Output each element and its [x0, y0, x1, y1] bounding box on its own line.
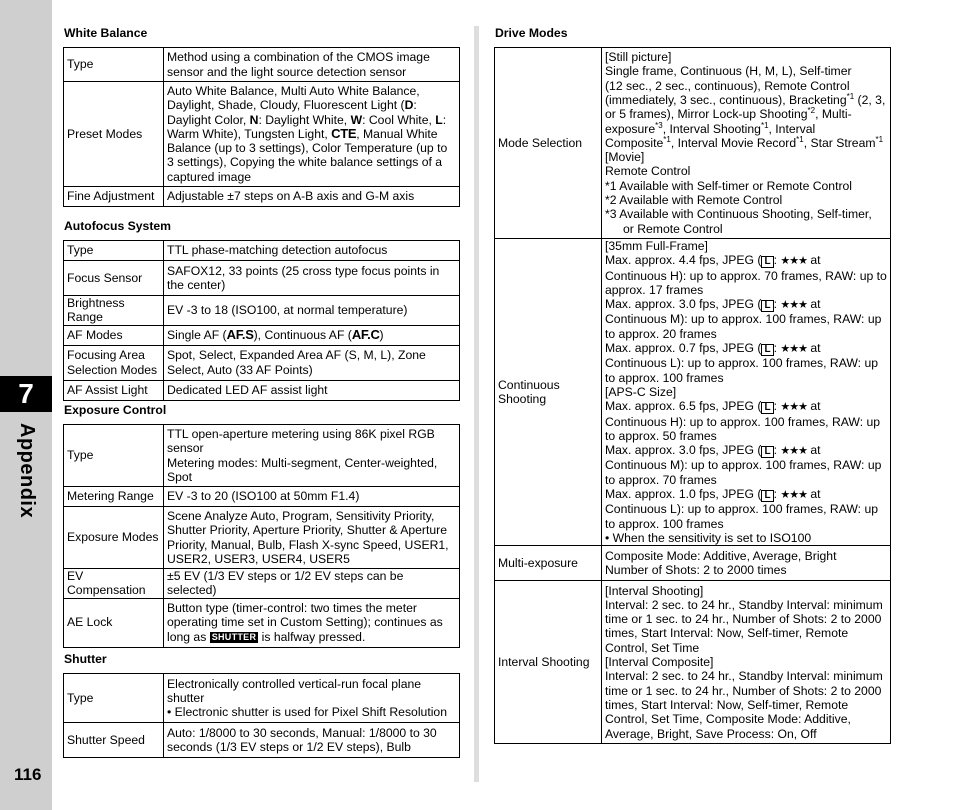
label-line: Continuous	[498, 377, 560, 392]
value-line: [35mm Full-Frame]	[605, 239, 708, 253]
value-line: (12 sec., 2 sec., continuous), Remote Control	[605, 78, 850, 93]
row-value	[164, 598, 460, 647]
value-line	[605, 297, 887, 312]
row-label: Interval Shooting	[495, 581, 602, 744]
table-row	[64, 380, 460, 400]
value-line: Composite Mode: Additive, Average, Bright	[605, 548, 837, 563]
row-value	[164, 425, 460, 487]
value-line: Continuous M): up to approx. 100 frames, RAW: up	[605, 312, 882, 327]
text-fragment: : Cool White,	[362, 112, 436, 127]
value-line	[167, 630, 456, 644]
text-fragment: Single AF (	[167, 327, 227, 342]
value-line: Metering modes: Multi-segment, Center-weighted,	[167, 455, 438, 470]
value-line: [APS-C Size]	[605, 384, 677, 399]
chapter-number: 7	[0, 376, 52, 412]
shutter-table	[63, 673, 460, 758]
table-row	[64, 296, 460, 326]
row-value	[602, 546, 891, 581]
row-label	[64, 345, 164, 380]
footnote-mark: *1	[846, 91, 855, 101]
value-line: Auto White Balance, Multi Auto White Balance,	[167, 83, 420, 98]
text-fragment: long as	[167, 629, 210, 644]
row-value	[164, 48, 460, 82]
autofocus-table	[63, 240, 460, 401]
value-line	[605, 253, 887, 268]
text-fragment: Max. approx. 6.5 fps, JPEG (	[605, 399, 762, 414]
text-fragment: D	[404, 98, 414, 113]
table-row	[64, 48, 460, 82]
value-line: USER2, USER3, USER4, USER5	[167, 551, 350, 566]
large-size-icon: L	[761, 402, 773, 414]
text-fragment: (2, 3,	[854, 92, 886, 107]
text-fragment: :	[773, 341, 777, 356]
value-line	[605, 487, 887, 502]
text-fragment: Max. approx. 1.0 fps, JPEG (	[605, 487, 762, 502]
row-label: Fine Adjustment	[64, 187, 164, 207]
footnote-line: *1 Available with Self-timer or Remote Control	[605, 178, 853, 193]
quality-stars-icon: ★★★	[780, 445, 807, 458]
row-label: AF Modes	[64, 325, 164, 345]
row-label: Metering Range	[64, 487, 164, 507]
table-row	[64, 487, 460, 507]
value-line: [Movie]	[605, 150, 645, 165]
text-fragment: :	[773, 487, 777, 502]
value-line: captured image	[167, 169, 252, 184]
section-title-autofocus: Autofocus System	[64, 219, 171, 233]
cte-icon: CTE	[331, 125, 357, 141]
value-line: Average, Bright, Save Process: On, Off	[605, 726, 817, 741]
row-label: Type	[64, 48, 164, 82]
section-title-exposure: Exposure Control	[64, 403, 167, 417]
text-fragment: or 5 frames), Mirror Lock-up Shooting	[605, 107, 808, 122]
value-line: to approx. 100 frames	[605, 370, 724, 385]
table-row	[495, 581, 891, 744]
text-fragment: Max. approx. 3.0 fps, JPEG (	[605, 443, 762, 458]
value-line: • Electronic shutter is used for Pixel Shift Resolution	[167, 705, 447, 720]
row-label: Multi-exposure	[495, 546, 602, 581]
table-row	[64, 187, 460, 207]
value-line: approx. 17 frames	[605, 282, 704, 297]
table-row	[64, 723, 460, 758]
quality-stars-icon: ★★★	[780, 255, 807, 268]
value-line: Shutter Priority, Aperture Priority, Shutter & Aperture	[167, 523, 447, 538]
text-fragment: , Multi-	[815, 107, 852, 122]
text-fragment: at	[806, 297, 821, 312]
drive-modes-table	[494, 47, 891, 744]
footnote-mark: *2	[807, 106, 816, 116]
chapter-label: Appendix	[16, 423, 38, 519]
value-line: Electronically controlled vertical-run focal plane	[167, 676, 422, 691]
row-label: Type	[64, 425, 164, 487]
value-line: Interval: 2 sec. to 24 hr., Standby Interval: minimum	[605, 597, 883, 612]
quality-stars-icon: ★★★	[780, 299, 807, 312]
row-value	[164, 325, 460, 345]
value-line: [Interval Shooting]	[605, 583, 704, 598]
row-value	[602, 48, 891, 239]
value-line: [Still picture]	[605, 50, 672, 65]
value-line: time or 1 sec. to 24 hr., Number of Shots: 2 to 2000	[605, 612, 882, 627]
value-line: Spot, Select, Expanded Area AF (S, M, L), Zone	[167, 348, 426, 363]
text-fragment: , Interval Shooting	[662, 121, 761, 136]
value-line: to approx. 100 frames	[605, 516, 724, 531]
value-line	[605, 122, 887, 136]
value-line: to approx. 50 frames	[605, 428, 717, 443]
value-line: to approx. 20 frames	[605, 326, 717, 341]
value-line: TTL open-aperture metering using 86K pixel RGB	[167, 426, 435, 441]
page-number: 116	[14, 765, 42, 784]
row-label	[495, 239, 602, 546]
row-value	[164, 345, 460, 380]
footnote-line: *3 Available with Continuous Shooting, Self-timer,	[605, 207, 872, 222]
text-fragment: Daylight Color,	[167, 112, 250, 127]
value-line: Number of Shots: 2 to 2000 times	[605, 563, 787, 578]
text-fragment: Max. approx. 3.0 fps, JPEG (	[605, 297, 762, 312]
value-line: Spot	[167, 469, 193, 484]
row-label: EV Compensation	[64, 569, 164, 599]
value-line: Control, Set Time	[605, 640, 700, 655]
value-line	[605, 443, 887, 458]
text-fragment: W	[350, 112, 363, 127]
text-fragment: :	[413, 98, 417, 113]
text-fragment: :	[773, 399, 777, 414]
value-line: Interval: 2 sec. to 24 hr., Standby Interval: minimum	[605, 669, 883, 684]
table-row	[64, 507, 460, 569]
text-fragment: (immediately, 3 sec., continuous), Bracketing	[605, 92, 847, 107]
value-line	[605, 136, 887, 150]
exposure-table	[63, 424, 460, 648]
value-line: operating time set in Custom Setting); continues as	[167, 615, 443, 630]
table-row	[64, 425, 460, 487]
table-row	[64, 241, 460, 261]
value-line: Continuous M): up to approx. 100 frames, RAW: up	[605, 458, 882, 473]
table-row	[64, 82, 460, 187]
value-line	[605, 341, 887, 356]
text-fragment: at	[806, 253, 821, 268]
value-line	[167, 113, 456, 127]
af-continuous-icon: AF.C	[351, 326, 380, 342]
row-label: Type	[64, 241, 164, 261]
row-label: Focus Sensor	[64, 261, 164, 296]
footnote-mark: *1	[663, 134, 671, 144]
row-label: Type	[64, 674, 164, 723]
value-line: seconds (1/3 EV steps or 1/2 EV steps), Bulb	[167, 740, 411, 754]
row-value: EV -3 to 18 (ISO100, at normal temperature)	[164, 296, 460, 326]
value-line: sensor	[167, 441, 204, 456]
label-line: Focusing Area	[67, 348, 145, 363]
table-row	[64, 674, 460, 723]
table-row	[495, 239, 891, 546]
quality-stars-icon: ★★★	[780, 401, 807, 414]
table-row	[64, 325, 460, 345]
value-line: shutter	[167, 690, 205, 705]
value-line	[605, 93, 887, 107]
value-line: Control, Set Time, Composite Mode: Additive,	[605, 712, 851, 727]
large-size-icon: L	[761, 256, 773, 268]
row-value	[602, 581, 891, 744]
value-line: Method using a combination of the CMOS image	[167, 50, 430, 65]
large-size-icon: L	[761, 490, 773, 502]
row-value: Dedicated LED AF assist light	[164, 380, 460, 400]
value-line: Continuous H): up to approx. 100 frames, RAW: up	[605, 414, 881, 429]
value-line: Select, Auto (33 AF Points)	[167, 362, 313, 377]
value-line: sensor and the light source detection sensor	[167, 64, 407, 79]
text-fragment: is halfway pressed.	[258, 629, 366, 644]
column-divider	[474, 26, 479, 782]
value-line: Remote Control	[605, 164, 691, 179]
large-size-icon: L	[761, 446, 773, 458]
large-size-icon: L	[761, 344, 773, 356]
value-line: the center)	[167, 278, 226, 292]
value-line: Single frame, Continuous (H, M, L), Self-timer	[605, 64, 852, 79]
value-line: [Interval Composite]	[605, 655, 714, 670]
value-line: Balance (up to 3 settings), Color Temperature (up to	[167, 141, 448, 156]
row-value	[164, 723, 460, 758]
value-line	[167, 127, 456, 141]
table-row	[64, 569, 460, 599]
table-row	[64, 345, 460, 380]
text-fragment: : Daylight White,	[258, 112, 351, 127]
text-fragment: exposure	[605, 121, 656, 136]
value-line	[167, 98, 456, 112]
text-fragment: :	[442, 112, 447, 127]
text-fragment: at	[806, 341, 821, 356]
text-fragment: :	[773, 443, 777, 458]
section-title-drive-modes: Drive Modes	[495, 26, 568, 40]
footnote-line: *2 Available with Remote Control	[605, 193, 783, 208]
row-value	[164, 261, 460, 296]
text-fragment: :	[773, 253, 777, 268]
text-fragment: Max. approx. 4.4 fps, JPEG (	[605, 253, 762, 268]
af-single-icon: AF.S	[226, 326, 254, 342]
value-line: 3 settings), Copying the white balance settings of a	[167, 155, 443, 170]
text-fragment: Composite	[605, 135, 664, 150]
label-line: Shooting	[498, 392, 547, 407]
row-value	[164, 674, 460, 723]
quality-stars-icon: ★★★	[780, 343, 807, 356]
row-value: TTL phase-matching detection autofocus	[164, 241, 460, 261]
value-line: Button type (timer-control: two times the meter	[167, 601, 417, 616]
text-fragment: ), Continuous AF (	[253, 327, 352, 342]
white-balance-table	[63, 47, 460, 207]
value-line: Continuous H): up to approx. 70 frames, RAW: up to	[605, 268, 887, 283]
value-line: Auto: 1/8000 to 30 seconds, Manual: 1/8000 to 30	[167, 725, 437, 740]
row-label: AF Assist Light	[64, 380, 164, 400]
section-title-white-balance: White Balance	[64, 26, 148, 40]
text-fragment: at	[806, 487, 821, 502]
row-label: Brightness Range	[64, 296, 164, 326]
value-line: to approx. 70 frames	[605, 472, 717, 487]
value-line: • When the sensitivity is set to ISO100	[605, 530, 812, 545]
footnote-line: or Remote Control	[623, 221, 723, 236]
value-line: times, Start Interval: Now, Self-timer, Remote	[605, 697, 849, 712]
row-label: Exposure Modes	[64, 507, 164, 569]
footnote-mark: *1	[875, 134, 884, 144]
text-fragment: at	[806, 399, 821, 414]
text-fragment: Daylight, Shade, Cloudy, Fluorescent Light (	[167, 98, 405, 113]
text-fragment: Max. approx. 0.7 fps, JPEG (	[605, 341, 762, 356]
row-value	[602, 239, 891, 546]
text-fragment: :	[773, 297, 777, 312]
value-line: Continuous L): up to approx. 100 frames, RAW: up	[605, 356, 879, 371]
value-line: SAFOX12, 33 points (25 cross type focus points in	[167, 263, 440, 278]
row-value	[164, 82, 460, 187]
value-line	[605, 107, 887, 121]
text-fragment: Warm White), Tungsten Light,	[167, 126, 332, 141]
row-label: Shutter Speed	[64, 723, 164, 758]
row-label: AE Lock	[64, 598, 164, 647]
value-line: times, Start Interval: Now, Self-timer, Remote	[605, 626, 849, 641]
quality-stars-icon: ★★★	[780, 489, 807, 502]
text-fragment: , Interval	[768, 121, 816, 136]
table-row	[64, 598, 460, 647]
table-row	[64, 261, 460, 296]
value-line	[605, 399, 887, 414]
text-fragment: , Manual White	[356, 126, 438, 141]
text-fragment: )	[379, 327, 384, 342]
value-line: Priority, Manual, Bulb, Flash X-sync Speed, USER1,	[167, 537, 449, 552]
text-fragment: L	[435, 112, 443, 127]
footnote-mark: *3	[655, 120, 663, 130]
shutter-button-icon: SHUTTER	[211, 631, 257, 642]
text-fragment: , Interval Movie Record	[670, 135, 797, 150]
row-label: Mode Selection	[495, 48, 602, 239]
value-line: Continuous L): up to approx. 100 frames, RAW: up	[605, 502, 879, 517]
text-fragment: at	[806, 443, 821, 458]
table-row	[495, 48, 891, 239]
row-value: Adjustable ±7 steps on A-B axis and G-M axis	[164, 187, 460, 207]
large-size-icon: L	[761, 300, 773, 312]
label-line: Selection Modes	[67, 362, 158, 377]
value-line: time or 1 sec. to 24 hr., Number of Shots: 2 to 2000	[605, 683, 882, 698]
value-line: Scene Analyze Auto, Program, Sensitivity Priority,	[167, 508, 435, 523]
table-row	[495, 546, 891, 581]
text-fragment: N	[249, 112, 259, 127]
row-value: EV -3 to 20 (ISO100 at 50mm F1.4)	[164, 487, 460, 507]
row-value: ±5 EV (1/3 EV steps or 1/2 EV steps can be selected)	[164, 569, 460, 599]
footnote-mark: *1	[760, 120, 769, 130]
text-fragment: , Star Stream	[803, 135, 876, 150]
footnote-mark: *1	[796, 134, 804, 144]
row-value	[164, 507, 460, 569]
row-label: Preset Modes	[64, 82, 164, 187]
section-title-shutter: Shutter	[64, 652, 107, 666]
